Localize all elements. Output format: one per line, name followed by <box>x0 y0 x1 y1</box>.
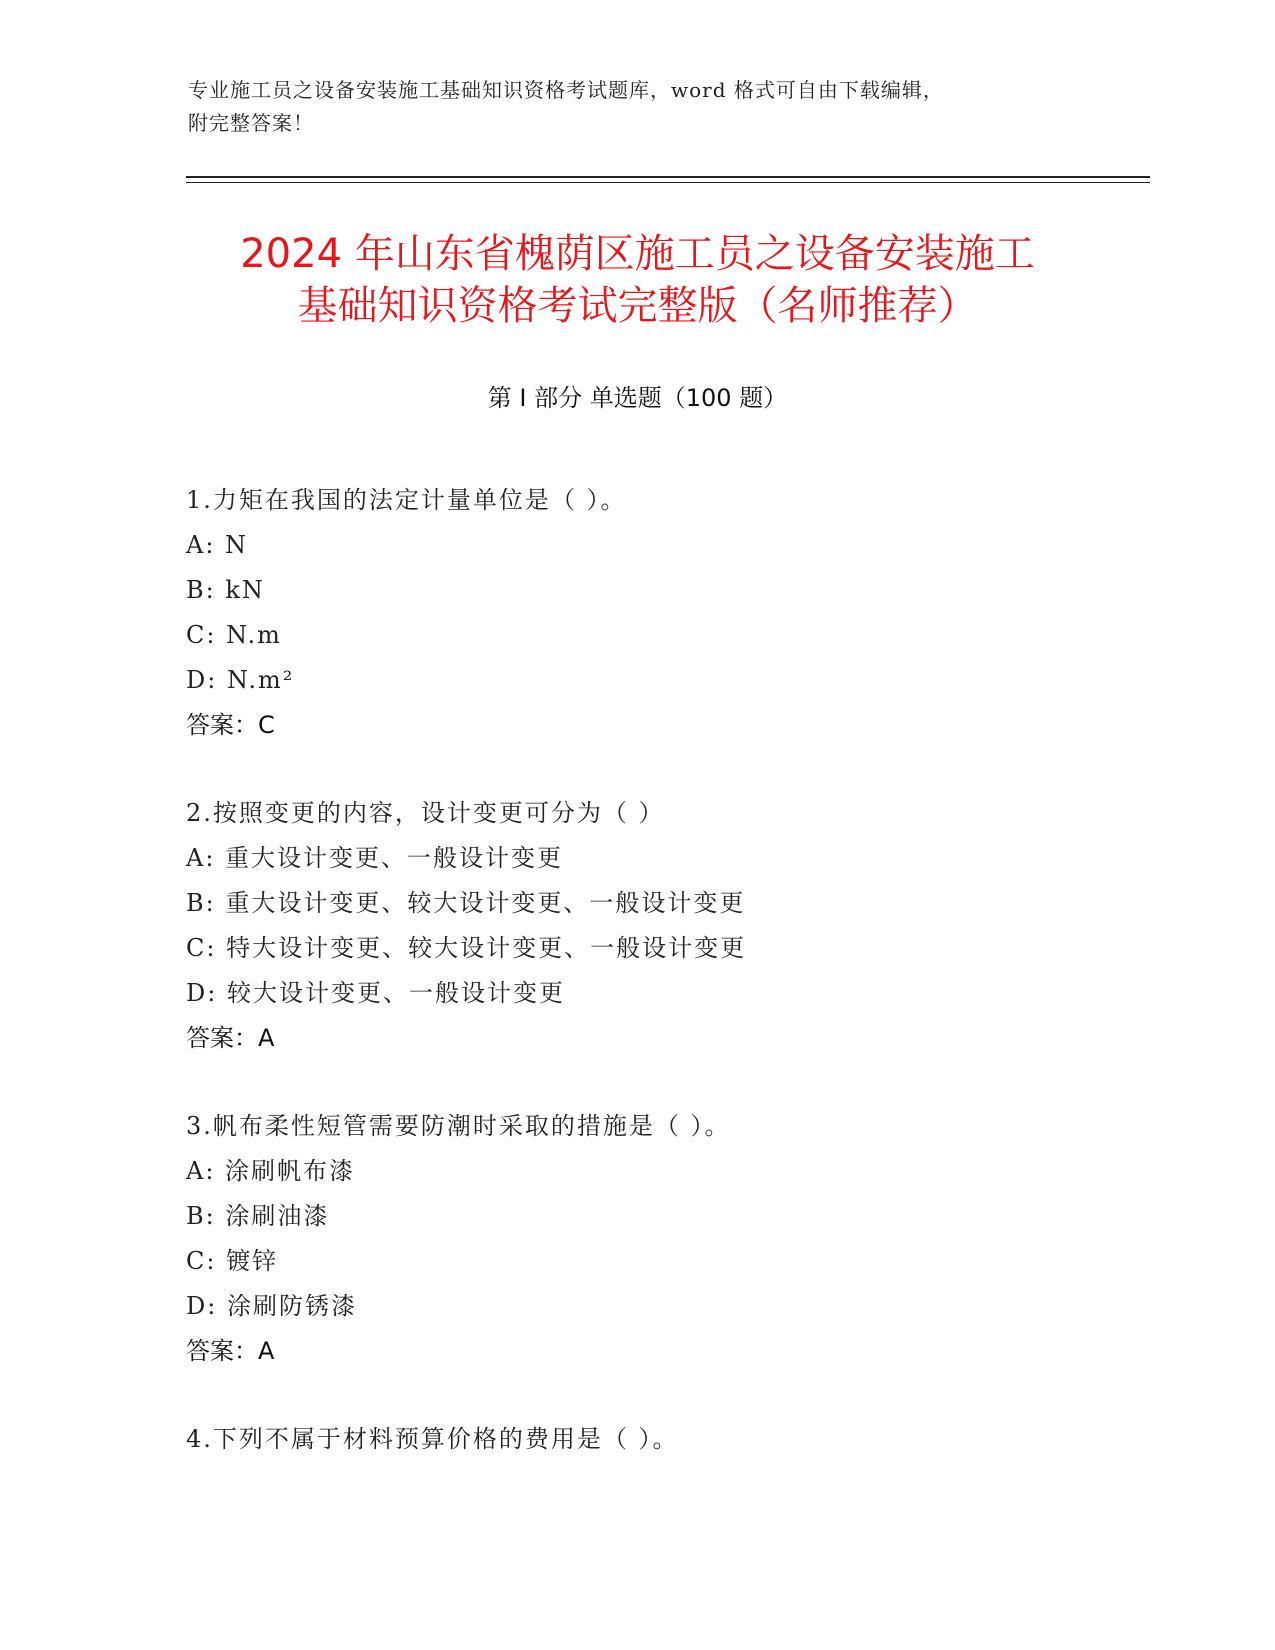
option-b: B: 重大设计变更、较大设计变更、一般设计变更 <box>186 889 746 917</box>
section-title: 第 I 部分 单选题（100 题） <box>487 384 788 412</box>
question-list <box>186 478 1126 1505</box>
option-c: C: N.m <box>186 621 282 649</box>
option-d: D: 较大设计变更、一般设计变更 <box>186 979 565 1007</box>
question-text: 4.下列不属于材料预算价格的费用是（ ）。 <box>186 1425 679 1453</box>
question-1 <box>186 478 1126 748</box>
document-title <box>150 228 1125 332</box>
answer: 答案：A <box>186 1024 275 1052</box>
question-text: 2.按照变更的内容，设计变更可分为（ ） <box>186 799 665 827</box>
option-a: A: 重大设计变更、一般设计变更 <box>186 844 564 872</box>
header-note <box>188 74 1068 140</box>
header-note-line-2: 附完整答案！ <box>188 111 314 135</box>
question-4 <box>186 1417 1126 1462</box>
question-2 <box>186 791 1126 1061</box>
option-c: C: 特大设计变更、较大设计变更、一般设计变更 <box>186 934 747 962</box>
header-divider-thin <box>186 182 1150 183</box>
option-d: D: N.m² <box>186 666 295 694</box>
header-note-line-1: 专业施工员之设备安装施工基础知识资格考试题库，word 格式可自由下载编辑， <box>188 78 944 102</box>
option-a: A: 涂刷帆布漆 <box>186 1157 356 1185</box>
option-a: A: N <box>186 531 249 559</box>
question-text: 1.力矩在我国的法定计量单位是（ ）。 <box>186 486 627 514</box>
document-title-line-1: 2024 年山东省槐荫区施工员之设备安装施工 <box>240 231 1035 277</box>
document-title-line-2: 基础知识资格考试完整版（名师推荐） <box>297 283 978 329</box>
option-b: B: 涂刷油漆 <box>186 1202 330 1230</box>
option-d: D: 涂刷防锈漆 <box>186 1292 357 1320</box>
option-c: C: 镀锌 <box>186 1247 279 1275</box>
question-text: 3.帆布柔性短管需要防潮时采取的措施是（ ）。 <box>186 1112 731 1140</box>
answer: 答案：A <box>186 1337 275 1365</box>
question-3 <box>186 1104 1126 1374</box>
header-divider-thick <box>186 176 1150 178</box>
option-b: B: kN <box>186 576 265 604</box>
answer: 答案：C <box>186 711 275 739</box>
